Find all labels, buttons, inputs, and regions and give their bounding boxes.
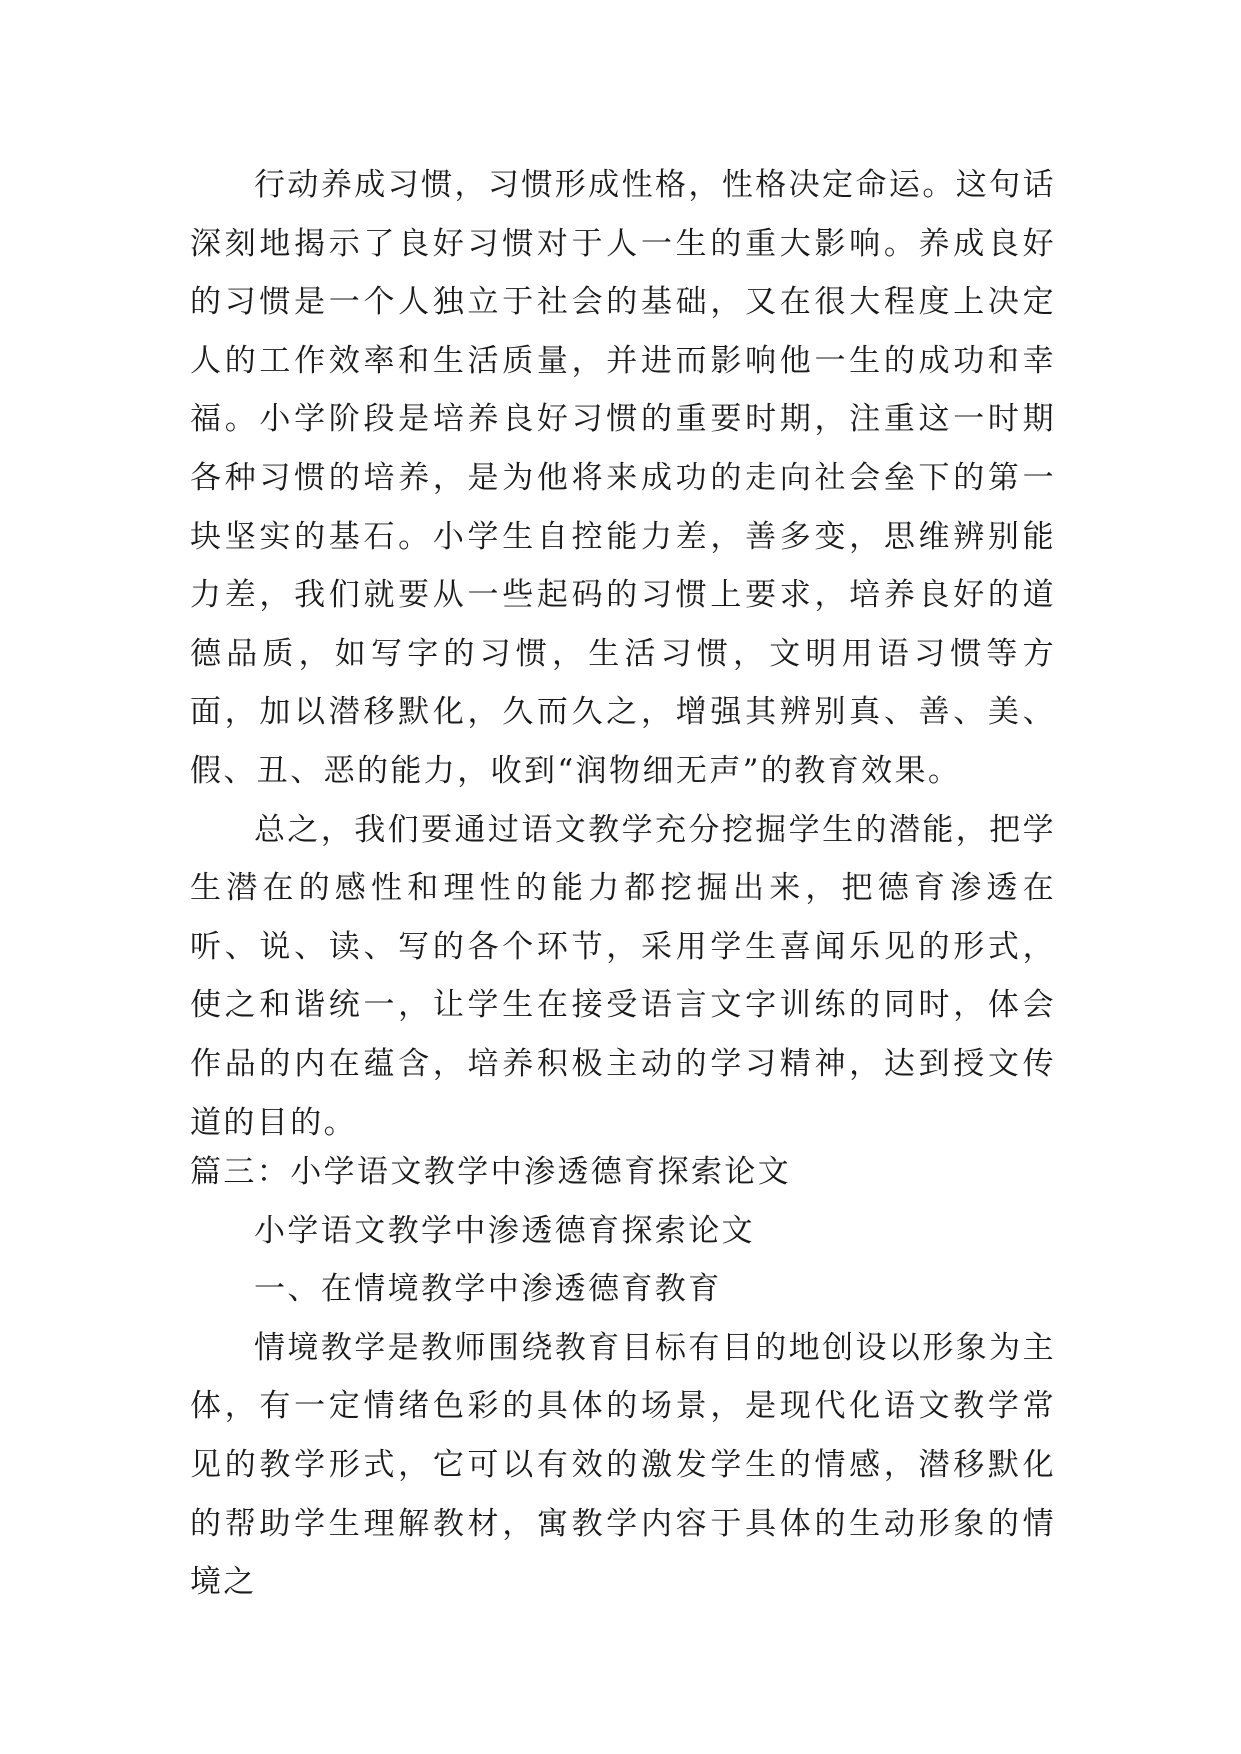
subsection-heading: 一、在情境教学中渗透德育教育 [254, 1271, 722, 1308]
document-body [190, 156, 1056, 1152]
section-three [190, 1143, 1056, 1612]
section-title: 小学语文教学中渗透德育探索论文 [254, 1212, 755, 1249]
paragraph-conclusion: 总之，我们要通过语文教学充分挖掘学生的潜能，把学生潜在的感性和理性的能力都挖掘出来，把德育渗透在听、说、读、写的各个环节，采用学生喜闻乐见的形式，使之和谐统一，让学生在接受语言文字训练的同时，体会作品的内在蕴含，培养积极主动的学习精神，达到授文传道的目的。 [190, 811, 1056, 1141]
paragraph-situational-teaching: 情境教学是教师围绕教育目标有目的地创设以形象为主体，有一定情绪色彩的具体的场景，是现代化语文教学常见的教学形式，它可以有效的激发学生的情感，潜移默化的帮助学生理解教材，寓教学内容于具体的生动形象的情境之 [190, 1329, 1056, 1601]
section-heading: 篇三：小学语文教学中渗透德育探索论文 [190, 1154, 792, 1190]
paragraph-habits: 行动养成习惯，习惯形成性格，性格决定命运。这句话深刻地揭示了良好习惯对于人一生的重大影响。养成良好的习惯是一个人独立于社会的基础，又在很大程度上决定人的工作效率和生活质量，并进而影响他一生的成功和幸福。小学阶段是培养良好习惯的重要时期，注重这一时期各种习惯的培养，是为他将来成功的走向社会垒下的第一块坚实的基石。小学生自控能力差，善多变，思维辨别能力差，我们就要从一些起码的习惯上要求，培养良好的道德品质，如写字的习惯，生活习惯，文明用语习惯等方面，加以潜移默化，久而久之，增强其辨别真、善、美、假、丑、恶的能力，收到“润物细无声”的教育效果。 [190, 167, 1056, 789]
